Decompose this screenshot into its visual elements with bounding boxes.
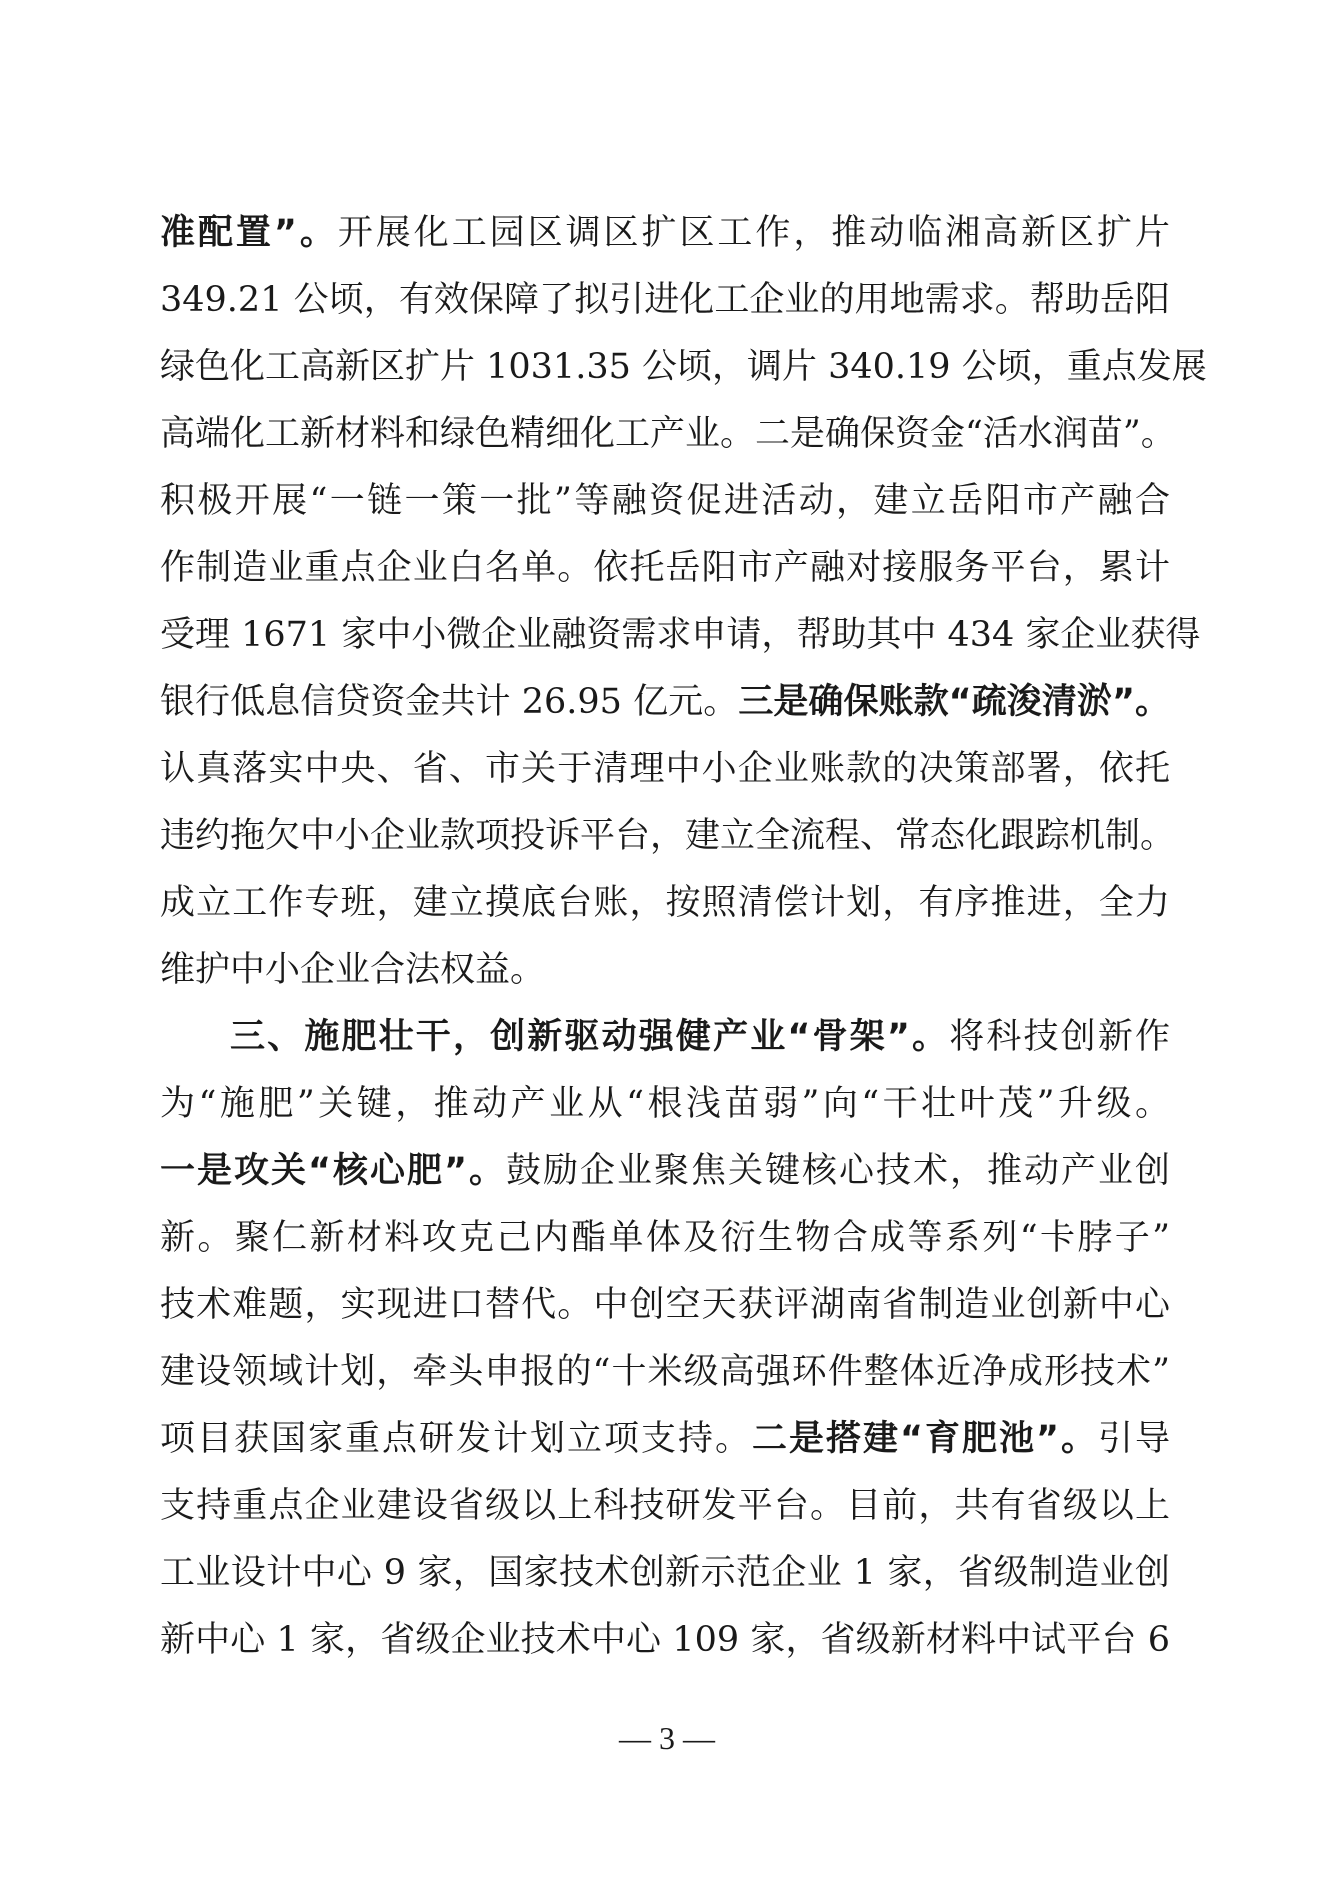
- body-text-segment: 绿色化工高新区扩片 1031.35 公顷，调片 340.19 公顷，重点发展: [160, 347, 1207, 387]
- body-text-segment: 违约拖欠中小企业款项投诉平台，建立全流程、常态化跟踪机制。: [160, 816, 1176, 856]
- text-line: [160, 1004, 1170, 1071]
- body-text-segment: 新中心 1 家，省级企业技术中心 109 家，省级新材料中试平台 6: [160, 1620, 1170, 1660]
- bold-heading-text: 三、施肥壮干，创新驱动强健产业“骨架”。: [230, 1017, 950, 1057]
- text-line: [160, 1071, 1170, 1138]
- text-line: [160, 334, 1207, 401]
- text-line: [160, 870, 1170, 937]
- text-line: [160, 1473, 1170, 1540]
- bold-heading-text: 一是攻关“核心肥”。: [160, 1151, 506, 1191]
- body-text-segment: 认真落实中央、省、市关于清理中小企业账款的决策部署，依托: [160, 749, 1170, 789]
- body-text-segment: 受理 1671 家中小微企业融资需求申请，帮助其中 434 家企业获得: [160, 615, 1201, 655]
- text-line: [160, 535, 1170, 602]
- body-text-segment: 将科技创新作: [949, 1017, 1170, 1057]
- body-text-segment: 高端化工新材料和绿色精细化工产业。二是确保资金“活水润苗”。: [160, 414, 1176, 454]
- text-line: [160, 1205, 1170, 1272]
- text-line: [160, 468, 1170, 535]
- text-line: [160, 1138, 1170, 1205]
- body-text-segment: 349.21 公顷，有效保障了拟引进化工企业的用地需求。帮助岳阳: [160, 280, 1170, 320]
- body-text-segment: 技术难题，实现进口替代。中创空天获评湖南省制造业创新中心: [160, 1285, 1170, 1325]
- body-text-segment: 建设领域计划，牵头申报的“十米级高强环件整体近净成形技术”: [160, 1352, 1170, 1392]
- body-text-segment: 项目获国家重点研发计划立项支持。: [160, 1419, 752, 1459]
- text-line: [160, 1272, 1170, 1339]
- bold-heading-text: 三是确保账款“疏浚清淤”。: [738, 682, 1171, 722]
- body-text-segment: 开展化工园区调区扩区工作，推动临湘高新区扩片: [337, 213, 1170, 253]
- text-line: [160, 736, 1170, 803]
- text-line: [160, 803, 1176, 870]
- text-line: [160, 1607, 1170, 1674]
- body-text-segment: 鼓励企业聚焦关键核心技术，推动产业创: [506, 1151, 1170, 1191]
- text-line: [160, 200, 1170, 267]
- body-text-segment: 支持重点企业建设省级以上科技研发平台。目前，共有省级以上: [160, 1486, 1170, 1526]
- bold-heading-text: 二是搭建“育肥池”。: [751, 1419, 1098, 1459]
- body-text-segment: 积极开展“一链一策一批”等融资促进活动，建立岳阳市产融合: [160, 481, 1170, 521]
- body-text-segment: 为“施肥”关键，推动产业从“根浅苗弱”向“干壮叶茂”升级。: [160, 1084, 1170, 1124]
- body-text-segment: 引导: [1097, 1419, 1170, 1459]
- body-text: [160, 200, 1207, 1674]
- body-text-segment: 成立工作专班，建立摸底台账，按照清偿计划，有序推进，全力: [160, 883, 1170, 923]
- text-line: [160, 1406, 1170, 1473]
- text-line: [160, 1339, 1170, 1406]
- body-text-segment: 作制造业重点企业白名单。依托岳阳市产融对接服务平台，累计: [160, 548, 1170, 588]
- text-line: [160, 401, 1176, 468]
- text-line: [160, 669, 1170, 736]
- body-text-segment: 新。聚仁新材料攻克己内酯单体及衍生物合成等系列“卡脖子”: [160, 1218, 1170, 1258]
- body-text-segment: 工业设计中心 9 家，国家技术创新示范企业 1 家，省级制造业创: [160, 1553, 1170, 1593]
- body-text-segment: 维护中小企业合法权益。: [160, 950, 546, 990]
- text-line: [160, 267, 1170, 334]
- bold-heading-text: 准配置”。: [160, 213, 338, 253]
- body-text-segment: 银行低息信贷资金共计 26.95 亿元。: [160, 682, 739, 722]
- text-line: [160, 602, 1201, 669]
- page-number: — 3 —: [619, 1720, 715, 1756]
- text-line: [160, 937, 1170, 1004]
- text-line: [160, 1540, 1170, 1607]
